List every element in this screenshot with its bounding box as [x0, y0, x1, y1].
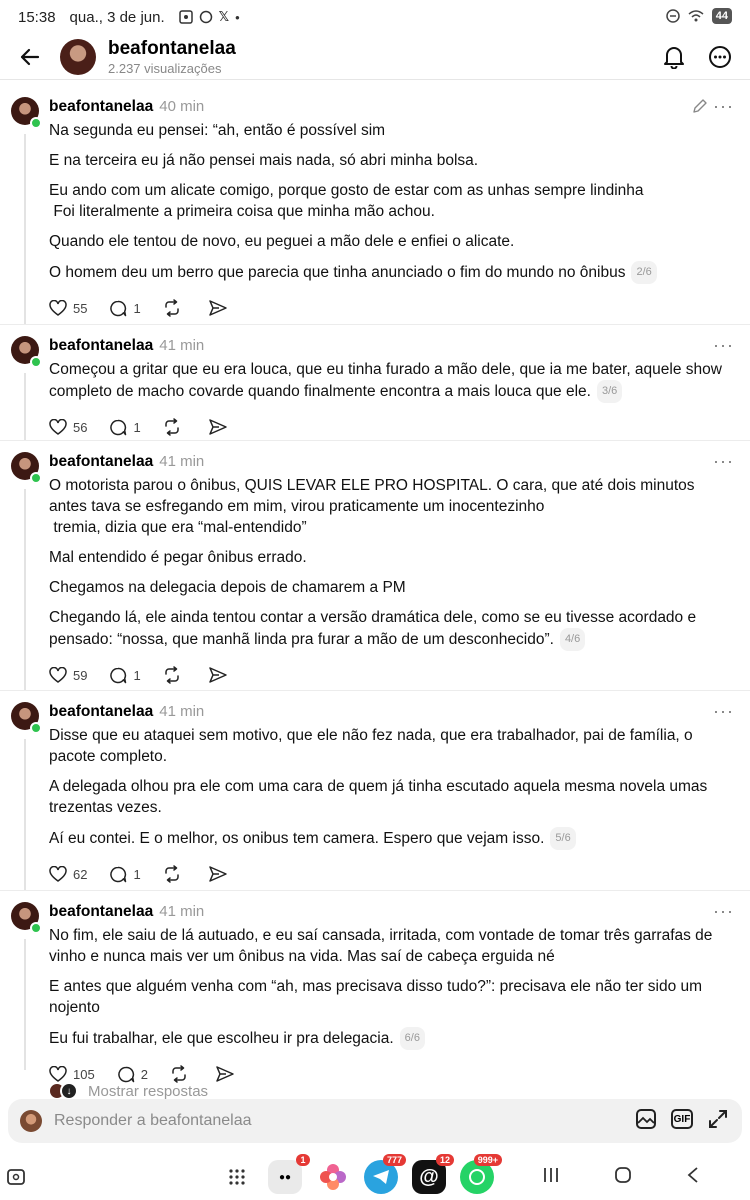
post-more-icon[interactable]: ··· [713, 701, 734, 721]
post-username[interactable]: beafontanelaa [49, 703, 154, 720]
comment-icon [109, 866, 127, 883]
post-paragraph: E na terceira eu já não pensei mais nada, só abri minha bolsa. [49, 152, 479, 169]
like-count: 55 [73, 300, 88, 316]
like-button[interactable] [49, 866, 87, 882]
app-icon-gallery[interactable] [316, 1160, 350, 1194]
repost-icon [170, 1065, 188, 1083]
heart-icon [49, 866, 67, 882]
reply-count: 1 [133, 300, 141, 316]
post-time: 41 min [159, 337, 205, 354]
gif-button[interactable] [670, 1107, 694, 1131]
post-paragraph: No fim, ele saiu de lá autuado, e eu saí cansada, irritada, com vontade de tomar três garrafas de vinho e nunca mais ver um ônibus na vida. Mas saí de cabeça erguida né [49, 927, 717, 965]
post-paragraph-last [49, 261, 734, 284]
status-date: qua., 3 de jun. [69, 8, 165, 26]
post-text: Começou a gritar que eu era louca, que eu tinha furado a mão dele, que ia me bater, aquele show completo de macho covarde quando finalmente encontra a mais louca que ele. [49, 361, 727, 400]
share-button[interactable] [209, 866, 233, 882]
post-paragraph-last [49, 359, 734, 403]
repost-icon [163, 666, 181, 684]
show-replies-label: Mostrar respostas [88, 1082, 209, 1100]
heart-icon [49, 300, 67, 316]
thread-line [24, 489, 26, 690]
post-more-icon[interactable]: ··· [713, 901, 734, 921]
dnd-icon [666, 9, 680, 23]
reply-button[interactable] [117, 1066, 148, 1083]
thread-line [24, 373, 26, 440]
heart-icon [49, 419, 67, 435]
like-button[interactable] [49, 1066, 95, 1082]
post-counter: 6/6 [400, 1027, 425, 1050]
whatsapp-icon [467, 1167, 487, 1187]
post-paragraph: Mal entendido é pegar ônibus errado. [49, 549, 307, 566]
post-time: 41 min [159, 453, 205, 470]
comment-icon [109, 300, 127, 317]
repost-button[interactable] [163, 418, 187, 436]
post-paragraph: Chegamos na delegacia depois de chamarem a PM [49, 579, 406, 596]
comment-icon [117, 1066, 135, 1083]
thread-post [0, 890, 750, 1082]
image-button[interactable] [634, 1107, 658, 1131]
post-username[interactable]: beafontanelaa [49, 337, 154, 354]
expand-button[interactable] [706, 1107, 730, 1131]
like-button[interactable] [49, 419, 87, 435]
app-drawer-button[interactable] [220, 1160, 254, 1194]
share-button[interactable] [209, 419, 233, 435]
post-counter: 2/6 [631, 261, 656, 284]
send-icon [209, 419, 227, 435]
app-badge: 12 [436, 1154, 454, 1166]
post-time: 41 min [159, 703, 205, 720]
thread-post [0, 86, 750, 324]
reply-button[interactable] [109, 866, 140, 883]
share-button[interactable] [209, 300, 233, 316]
system-navbar [0, 1152, 750, 1200]
post-username[interactable]: beafontanelaa [49, 453, 154, 470]
reply-count: 1 [133, 866, 141, 882]
whatsapp-icon [199, 10, 213, 24]
image-icon [635, 1108, 657, 1130]
post-paragraph-last [49, 1027, 734, 1050]
battery-icon: 44 [712, 8, 732, 24]
comment-icon [109, 667, 127, 684]
system-navigation [542, 1166, 700, 1189]
app-dock [220, 1155, 498, 1194]
post-text: O homem deu um berro que parecia que tinha anunciado o fim do mundo no ônibus [49, 264, 626, 281]
repost-button[interactable] [163, 299, 187, 317]
comment-icon [109, 419, 127, 436]
online-indicator [30, 922, 42, 934]
post-counter: 4/6 [560, 628, 585, 651]
more-circle-icon [708, 45, 732, 69]
post-text: Chegando lá, ele ainda tentou contar a versão dramática dele, como se eu tivesse acordado e pensado: “nossa, que manhã linda pra furar a mão de um desconhecido”. [49, 609, 701, 648]
post-time: 41 min [159, 903, 205, 920]
app-icon-smart[interactable]: ●● 1 [268, 1160, 302, 1194]
online-indicator [30, 356, 42, 368]
status-bar [0, 0, 750, 34]
heart-icon [49, 667, 67, 683]
reply-count: 2 [140, 1066, 148, 1082]
repost-button[interactable] [170, 1065, 194, 1083]
send-icon [216, 1066, 234, 1082]
post-paragraph-last [49, 827, 734, 850]
wifi-icon [688, 9, 704, 23]
post-paragraph: E antes que alguém venha com “ah, mas precisava disso tudo?”: precisava ele não ter sido um nojento [49, 978, 707, 1016]
like-count: 105 [73, 1066, 95, 1082]
bell-icon [663, 45, 685, 69]
post-text: Aí eu contei. E o melhor, os onibus tem camera. Espero que vejam isso. [49, 830, 545, 847]
app-icon-whatsapp[interactable] [460, 1155, 498, 1194]
thread-post [0, 324, 750, 440]
repost-button[interactable] [163, 865, 187, 883]
current-user-avatar [20, 1110, 42, 1132]
post-paragraph: O motorista parou o ônibus, QUIS LEVAR ELE PRO HOSPITAL. O cara, que até dois minutos antes tava se esfregando em mim, virou praticamente um inocentezinho tremia, dizia que era “mal-entendido” [49, 477, 695, 536]
post-counter: 3/6 [597, 380, 622, 403]
online-indicator [30, 117, 42, 129]
more-options-button[interactable] [704, 41, 736, 73]
post-username[interactable]: beafontanelaa [49, 98, 154, 115]
post-paragraph: Quando ele tentou de novo, eu peguei a mão dele e enfiei o alicate. [49, 233, 515, 250]
recents-icon [542, 1166, 560, 1184]
grid-icon [228, 1168, 246, 1186]
screenshot-icon [179, 10, 193, 24]
like-count: 62 [73, 866, 88, 882]
x-icon: 𝕏 [218, 9, 230, 24]
post-text: Eu fui trabalhar, ele que escolheu ir pra delegacia. [49, 1030, 394, 1047]
post-more-icon[interactable]: ··· [713, 451, 734, 471]
like-button[interactable] [49, 300, 87, 316]
reply-button[interactable] [109, 419, 140, 436]
repost-icon [163, 418, 181, 436]
like-count: 56 [73, 419, 88, 435]
notifications-button[interactable] [658, 41, 690, 73]
thread-post [0, 440, 750, 690]
share-button[interactable] [216, 1066, 240, 1082]
recent-apps-edge-icon[interactable] [6, 1166, 28, 1193]
thread-line [24, 939, 26, 1070]
send-icon [209, 667, 227, 683]
like-button[interactable] [49, 667, 87, 683]
gif-icon: GIF [671, 1109, 693, 1129]
header [0, 34, 750, 80]
expand-icon [707, 1108, 729, 1130]
send-icon [209, 866, 227, 882]
app-badge: 777 [383, 1154, 406, 1166]
repost-icon [163, 299, 181, 317]
post-paragraph: A delegada olhou pra ele com uma cara de quem já tinha escutado aquela mesma novela umas trezentas vezes. [49, 778, 712, 816]
online-indicator [30, 722, 42, 734]
back-nav-button[interactable] [686, 1166, 700, 1189]
app-icon-threads[interactable]: @ 12 [412, 1160, 446, 1194]
recents-button[interactable] [542, 1166, 560, 1189]
chevron-left-icon [686, 1166, 700, 1184]
post-counter: 5/6 [550, 827, 575, 850]
home-icon [614, 1166, 632, 1184]
view-count: 2.237 visualizações [108, 60, 222, 76]
app-badge: 1 [296, 1154, 310, 1166]
arrow-left-icon [20, 48, 40, 66]
reply-count: 1 [133, 419, 141, 435]
telegram-icon [372, 1169, 390, 1185]
reply-input[interactable]: Responder a beafontanelaa [54, 1112, 252, 1129]
reply-composer[interactable] [8, 1099, 742, 1143]
page-title[interactable]: beafontanelaa [108, 37, 236, 59]
dot-icon: • [235, 9, 240, 25]
thread-line [24, 134, 26, 324]
share-button[interactable] [209, 667, 233, 683]
status-time: 15:38 [18, 8, 56, 26]
reply-count: 1 [133, 667, 141, 683]
flower-icon [318, 1162, 348, 1192]
header-avatar[interactable] [60, 39, 96, 75]
repost-button[interactable] [163, 666, 187, 684]
heart-icon [49, 1066, 67, 1082]
post-more-icon[interactable]: ··· [713, 96, 734, 116]
app-icon-telegram[interactable] [364, 1155, 402, 1194]
post-more-icon[interactable]: ··· [713, 335, 734, 355]
post-paragraph: Eu ando com um alicate comigo, porque gosto de estar com as unhas sempre lindinha Foi literalmente a primeira coisa que minha mão achou. [49, 182, 644, 220]
edit-icon[interactable] [692, 98, 708, 114]
send-icon [209, 300, 227, 316]
thread-post [0, 690, 750, 890]
notification-icons [179, 9, 240, 25]
post-paragraph: Disse que eu ataquei sem motivo, que ele não fez nada, que era trabalhador, pai de família, o pacote completo. [49, 727, 697, 765]
app-badge: 999+ [474, 1154, 502, 1166]
reply-button[interactable] [109, 667, 140, 684]
system-status [666, 8, 732, 24]
thread-line [24, 739, 26, 890]
online-indicator [30, 472, 42, 484]
thread [0, 86, 750, 1082]
like-count: 59 [73, 667, 88, 683]
repost-icon [163, 865, 181, 883]
home-button[interactable] [614, 1166, 632, 1189]
post-paragraph: Na segunda eu pensei: “ah, então é possível sim [49, 122, 386, 139]
reply-button[interactable] [109, 300, 140, 317]
back-button[interactable] [0, 34, 60, 80]
show-replies-link[interactable] [48, 1082, 208, 1100]
post-time: 40 min [159, 98, 205, 115]
post-paragraph-last [49, 607, 734, 651]
reply-arrow-icon: ↓ [60, 1082, 78, 1100]
post-username[interactable]: beafontanelaa [49, 903, 154, 920]
